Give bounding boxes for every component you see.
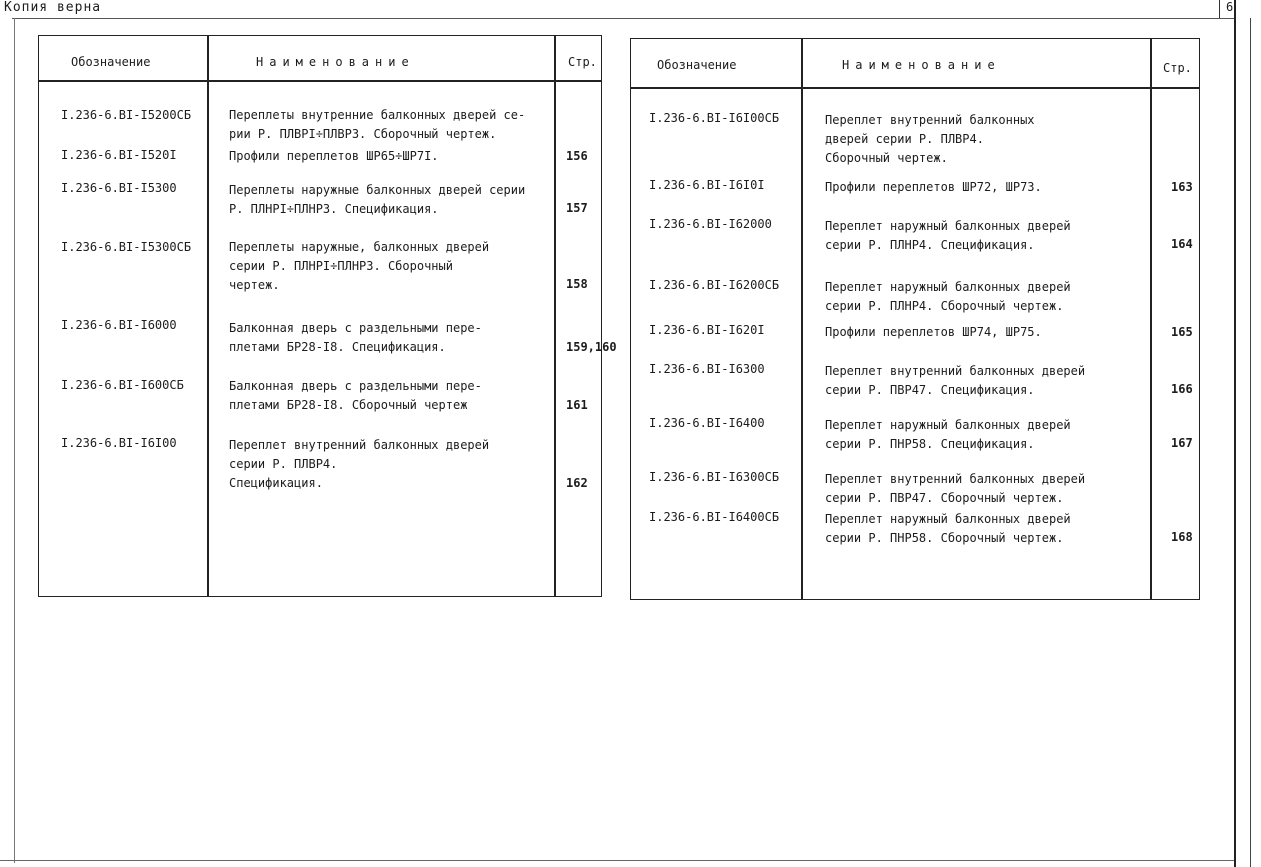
row-name (825, 217, 1071, 255)
frame-left-border (14, 18, 15, 863)
row-name-line: Профили переплетов ШР74, ШР75. (825, 325, 1042, 339)
header-designation: Обозначение (71, 55, 151, 69)
row-name-line: чертеж. (229, 278, 280, 292)
column-divider (1150, 39, 1152, 599)
row-designation: I.236-6.BI-I5300 (61, 181, 177, 195)
row-page: 164 (1171, 237, 1193, 251)
row-designation: I.236-6.BI-I620I (649, 323, 765, 337)
row-name-line: серии Р. ПЛНР4. Сборочный чертеж. (825, 299, 1064, 313)
row-name-line: плетами БР28-I8. Сборочный чертеж (229, 398, 468, 412)
row-page: 156 (566, 149, 588, 163)
row-name-line: Спецификация. (229, 476, 323, 490)
row-name (825, 178, 1042, 197)
row-name-line: серии Р. ПЛНРI÷ПЛНР3. Сборочный (229, 259, 453, 273)
row-page: 159,160 (566, 340, 617, 354)
row-name-line: Переплеты наружные балконных дверей серии (229, 183, 526, 197)
row-designation: I.236-6.BI-I6200СБ (649, 278, 780, 292)
row-name (825, 470, 1085, 508)
row-name-line: Р. ПЛНРI÷ПЛНР3. Спецификация. (229, 202, 439, 216)
row-designation: I.236-6.BI-I62000 (649, 217, 772, 231)
column-divider (801, 39, 803, 599)
header-designation: Обозначение (657, 58, 737, 72)
row-name-line: Сборочный чертеж. (825, 151, 948, 165)
row-name (825, 111, 1035, 168)
row-designation: I.236-6.BI-I6I00СБ (649, 111, 780, 125)
column-divider (207, 36, 209, 596)
copy-stamp: Копия верна (4, 0, 102, 15)
row-name-line: Переплет наружный балконных дверей (825, 219, 1071, 233)
header-name: Наименование (842, 58, 1001, 72)
row-name-line: серии Р. ПВР47. Сборочный чертеж. (825, 491, 1064, 505)
row-name-line: Переплеты наружные, балконных дверей (229, 240, 490, 254)
left-contents-table (38, 35, 617, 597)
row-name-line: Балконная дверь с раздельными пере- (229, 379, 482, 393)
sheet-number: 6 (1226, 0, 1234, 14)
row-name-line: Переплет внутренний балконных дверей (825, 364, 1086, 378)
frame-right-outer-border (1250, 18, 1251, 867)
header-page: Стр. (1163, 61, 1192, 75)
row-name (229, 181, 525, 219)
frame-bottom-border (0, 860, 1236, 861)
frame-top-border (12, 18, 1234, 19)
row-name-line: Переплет наружный балконных дверей (825, 512, 1071, 526)
row-name-line: Переплет внутренний балконных (825, 113, 1035, 127)
row-page: 162 (566, 476, 588, 490)
row-designation: I.236-6.BI-I600СБ (61, 378, 184, 392)
right-contents-table (630, 38, 1200, 600)
row-designation: I.236-6.BI-I6400СБ (649, 510, 780, 524)
row-designation: I.236-6.BI-I6300 (649, 362, 765, 376)
row-designation: I.236-6.BI-I5300СБ (61, 240, 192, 254)
row-name-line: серии Р. ПЛВР4. (229, 457, 338, 471)
header-page: Стр. (568, 55, 597, 69)
row-designation: I.236-6.BI-I5200СБ (61, 108, 192, 122)
row-page: 157 (566, 201, 588, 215)
row-designation: I.236-6.BI-I6I0I (649, 178, 765, 192)
row-page: 166 (1171, 382, 1193, 396)
row-name (229, 377, 482, 415)
frame-right-tick (1219, 0, 1220, 18)
column-divider (554, 36, 556, 596)
row-name-line: серии Р. ПВР47. Спецификация. (825, 383, 1035, 397)
row-designation: I.236-6.BI-I6I00 (61, 436, 177, 450)
row-name-line: Профили переплетов ШР65÷ШР7I. (229, 149, 439, 163)
row-name (825, 278, 1071, 316)
row-page: 168 (1171, 530, 1193, 544)
row-name (825, 416, 1071, 454)
row-name-line: Переплеты внутренние балконных дверей се- (229, 108, 526, 122)
row-designation: I.236-6.BI-I6000 (61, 318, 177, 332)
row-page: 163 (1171, 180, 1193, 194)
row-name-line: Переплет внутренний балконных дверей (229, 438, 490, 452)
row-name-line: Переплет внутренний балконных дверей (825, 472, 1086, 486)
row-name-line: рии Р. ПЛВРI÷ПЛВР3. Сборочный чертеж. (229, 127, 497, 141)
row-page: 161 (566, 398, 588, 412)
header-divider (39, 80, 601, 82)
row-name (229, 147, 439, 166)
row-name (229, 436, 489, 493)
row-name (825, 323, 1042, 342)
row-name-line: Профили переплетов ШР72, ШР73. (825, 180, 1042, 194)
row-name (825, 362, 1085, 400)
row-page: 158 (566, 277, 588, 291)
row-designation: I.236-6.BI-I6400 (649, 416, 765, 430)
frame-right-border (1234, 0, 1236, 867)
row-name (825, 510, 1071, 548)
row-name-line: серии Р. ПНР58. Сборочный чертеж. (825, 531, 1064, 545)
row-name-line: Балконная дверь с раздельными пере- (229, 321, 482, 335)
row-designation: I.236-6.BI-I520I (61, 148, 177, 162)
row-page: 165 (1171, 325, 1193, 339)
row-name-line: серии Р. ПНР58. Спецификация. (825, 437, 1035, 451)
header-name: Наименование (256, 55, 415, 69)
row-name-line: Переплет наружный балконных дверей (825, 418, 1071, 432)
row-name-line: Переплет наружный балконных дверей (825, 280, 1071, 294)
row-name (229, 319, 482, 357)
row-name-line: плетами БР28-I8. Спецификация. (229, 340, 446, 354)
row-designation: I.236-6.BI-I6300СБ (649, 470, 780, 484)
row-page: 167 (1171, 436, 1193, 450)
row-name-line: дверей серии Р. ПЛВР4. (825, 132, 984, 146)
row-name (229, 238, 489, 295)
row-name (229, 106, 525, 144)
row-name-line: серии Р. ПЛНР4. Спецификация. (825, 238, 1035, 252)
header-divider (631, 87, 1199, 89)
